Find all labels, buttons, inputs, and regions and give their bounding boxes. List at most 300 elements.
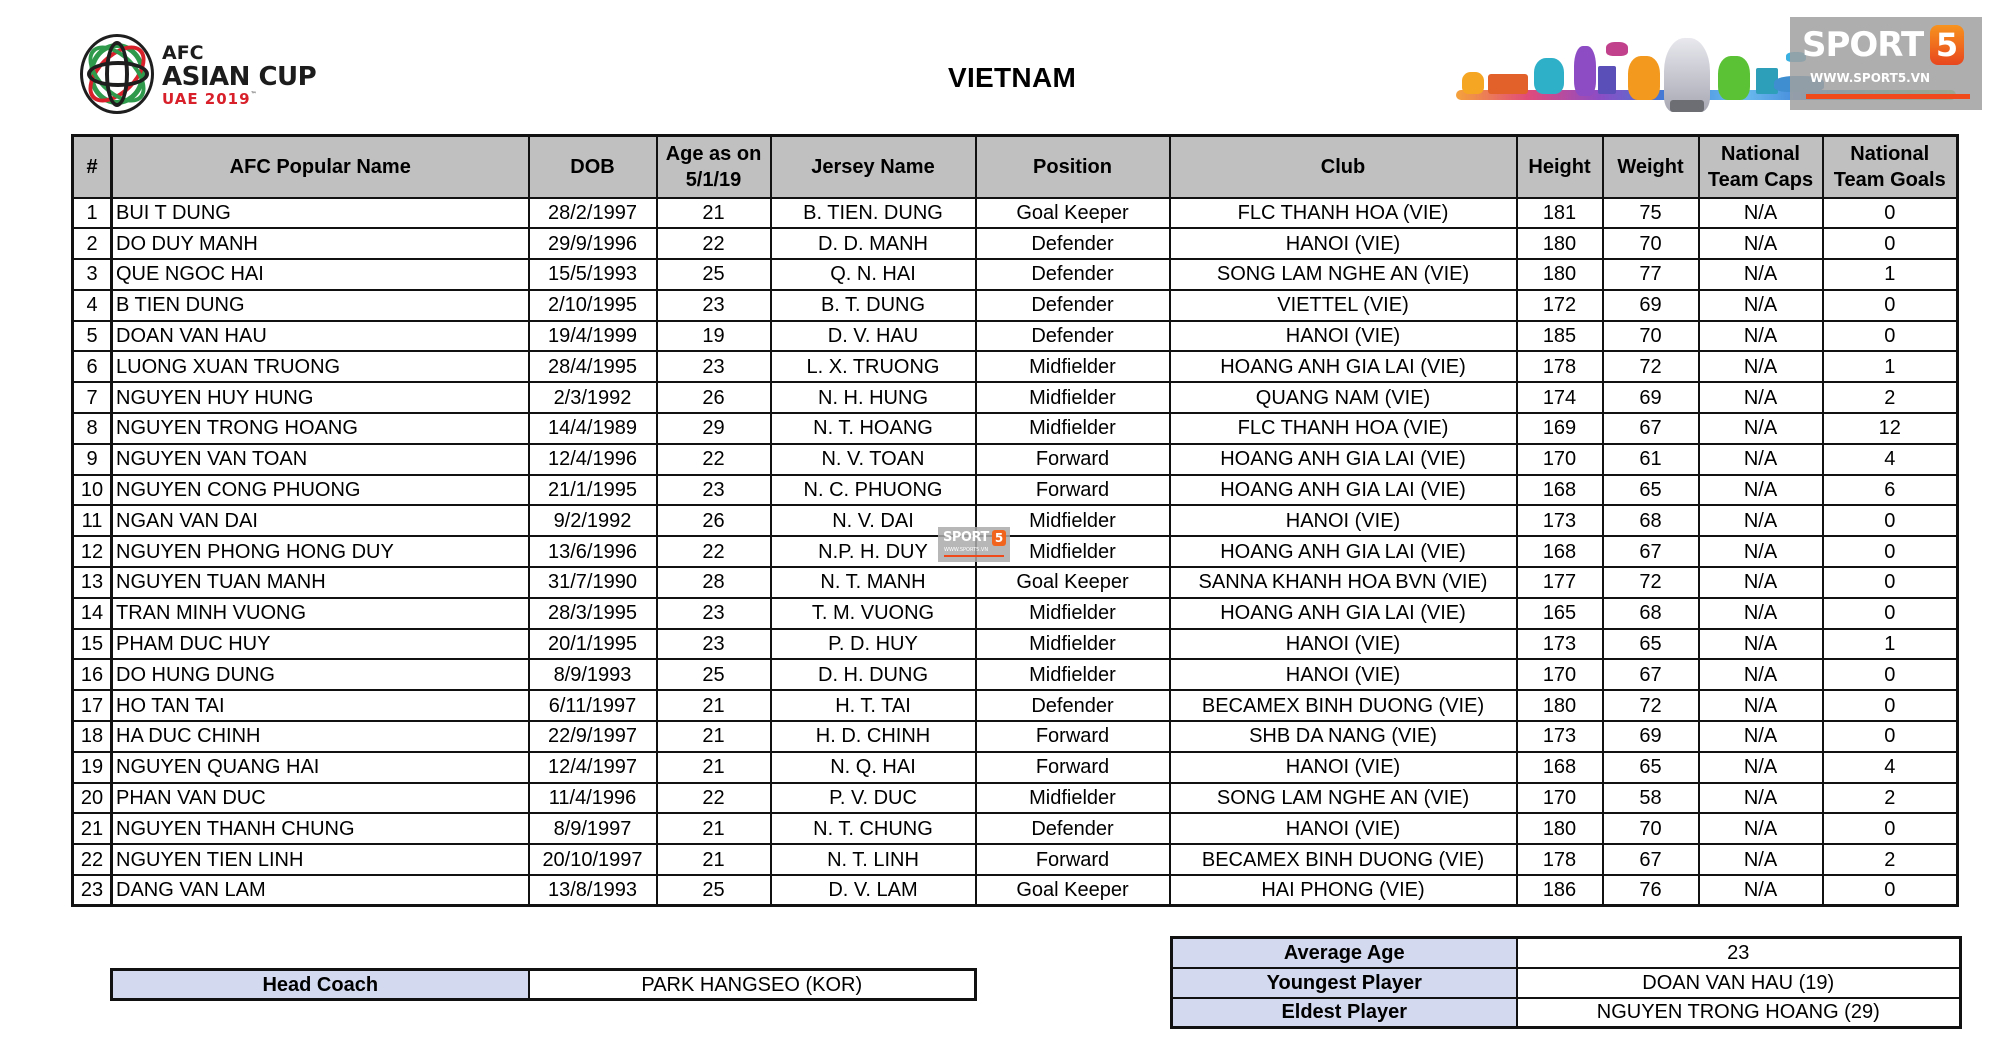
skyline-icon [1598, 66, 1616, 94]
cell-jersey: B. TIEN. DUNG [771, 198, 976, 229]
cell-caps: N/A [1699, 567, 1823, 598]
cell-position: Forward [976, 475, 1170, 506]
cell-position: Defender [976, 321, 1170, 352]
dhow-boat-icon [1462, 72, 1484, 94]
cell-height: 170 [1517, 444, 1603, 475]
cell-caps: N/A [1699, 290, 1823, 321]
cell-dob: 21/1/1995 [529, 475, 657, 506]
cell-height: 173 [1517, 505, 1603, 536]
cell-goals: 4 [1823, 752, 1958, 783]
cell-age: 25 [657, 259, 771, 290]
cell-weight: 75 [1603, 198, 1699, 229]
cell-dob: 22/9/1997 [529, 721, 657, 752]
stat-row-youngest-player [1172, 968, 1961, 998]
cell-goals: 2 [1823, 783, 1958, 814]
column-header-height: Height [1517, 136, 1603, 198]
logo-line-afc: AFC [162, 42, 204, 64]
cell-caps: N/A [1699, 752, 1823, 783]
cell-name: TRAN MINH VUONG [112, 598, 529, 629]
cell-height: 174 [1517, 382, 1603, 413]
cell-weight: 65 [1603, 629, 1699, 660]
cell-club: BECAMEX BINH DUONG (VIE) [1170, 844, 1517, 875]
cell-num: 21 [73, 813, 112, 844]
table-row [73, 321, 1958, 352]
cell-caps: N/A [1699, 536, 1823, 567]
cell-weight: 69 [1603, 721, 1699, 752]
cell-jersey: N.P. H. DUY [771, 536, 976, 567]
cell-club: HANOI (VIE) [1170, 813, 1517, 844]
cell-goals: 0 [1823, 598, 1958, 629]
cell-name: NGUYEN TIEN LINH [112, 844, 529, 875]
cell-name: NGUYEN TUAN MANH [112, 567, 529, 598]
column-header-national-team-caps [1699, 136, 1823, 198]
cell-dob: 20/10/1997 [529, 844, 657, 875]
squad-roster-table [71, 134, 1959, 907]
cell-goals: 1 [1823, 351, 1958, 382]
cell-jersey: P. D. HUY [771, 629, 976, 660]
cell-position: Defender [976, 228, 1170, 259]
column-header-afc-popular-name: AFC Popular Name [112, 136, 529, 198]
cell-num: 4 [73, 290, 112, 321]
cell-caps: N/A [1699, 198, 1823, 229]
cell-age: 21 [657, 844, 771, 875]
cell-age: 28 [657, 567, 771, 598]
trophy-base [1670, 100, 1704, 112]
sport5-brand-text: SPORT [1802, 25, 1924, 65]
cell-dob: 13/8/1993 [529, 875, 657, 906]
player-silhouette-icon [1628, 56, 1660, 100]
cell-caps: N/A [1699, 444, 1823, 475]
cell-weight: 72 [1603, 690, 1699, 721]
cell-height: 173 [1517, 721, 1603, 752]
cell-name: PHAN VAN DUC [112, 783, 529, 814]
cell-jersey: H. D. CHINH [771, 721, 976, 752]
cell-goals: 0 [1823, 290, 1958, 321]
table-row [73, 198, 1958, 229]
cell-dob: 15/5/1993 [529, 259, 657, 290]
cell-position: Defender [976, 290, 1170, 321]
cell-position: Midfielder [976, 382, 1170, 413]
cell-position: Midfielder [976, 505, 1170, 536]
cell-jersey: N. T. LINH [771, 844, 976, 875]
table-header-row [73, 136, 1958, 198]
table-row [73, 351, 1958, 382]
cell-height: 180 [1517, 813, 1603, 844]
watermark-url-text: WWW.SPORT5.VN [944, 547, 989, 553]
cell-position: Midfielder [976, 351, 1170, 382]
cell-height: 178 [1517, 844, 1603, 875]
table-row [73, 629, 1958, 660]
cell-position: Midfielder [976, 629, 1170, 660]
cell-name: LUONG XUAN TRUONG [112, 351, 529, 382]
sport5-watermark-badge [1790, 17, 1982, 110]
cell-weight: 69 [1603, 382, 1699, 413]
column-header-national-team-goals [1823, 136, 1958, 198]
table-row [73, 783, 1958, 814]
cell-age: 21 [657, 813, 771, 844]
column-header-club: Club [1170, 136, 1517, 198]
cell-position: Defender [976, 259, 1170, 290]
cell-club: HANOI (VIE) [1170, 228, 1517, 259]
table-row [73, 875, 1958, 906]
cell-goals: 0 [1823, 690, 1958, 721]
cell-caps: N/A [1699, 813, 1823, 844]
cell-goals: 0 [1823, 321, 1958, 352]
cell-name: NGAN VAN DAI [112, 505, 529, 536]
cell-dob: 9/2/1992 [529, 505, 657, 536]
cell-weight: 65 [1603, 475, 1699, 506]
cell-caps: N/A [1699, 844, 1823, 875]
cell-position: Defender [976, 690, 1170, 721]
cell-goals: 4 [1823, 444, 1958, 475]
cell-num: 8 [73, 413, 112, 444]
cell-dob: 28/3/1995 [529, 598, 657, 629]
cell-club: HOANG ANH GIA LAI (VIE) [1170, 536, 1517, 567]
cell-height: 168 [1517, 536, 1603, 567]
cell-position: Defender [976, 813, 1170, 844]
cell-goals: 0 [1823, 813, 1958, 844]
cell-goals: 6 [1823, 475, 1958, 506]
cell-num: 11 [73, 505, 112, 536]
cell-height: 181 [1517, 198, 1603, 229]
cell-caps: N/A [1699, 721, 1823, 752]
cell-position: Goal Keeper [976, 198, 1170, 229]
cell-club: HANOI (VIE) [1170, 629, 1517, 660]
cell-position: Midfielder [976, 783, 1170, 814]
cell-caps: N/A [1699, 382, 1823, 413]
stat-row-average-age [1172, 938, 1961, 968]
cell-goals: 0 [1823, 228, 1958, 259]
cell-dob: 29/9/1996 [529, 228, 657, 259]
cell-height: 168 [1517, 475, 1603, 506]
cell-num: 18 [73, 721, 112, 752]
cell-goals: 2 [1823, 844, 1958, 875]
cell-weight: 70 [1603, 228, 1699, 259]
cell-dob: 31/7/1990 [529, 567, 657, 598]
cell-weight: 67 [1603, 659, 1699, 690]
cell-jersey: L. X. TRUONG [771, 351, 976, 382]
afc-emblem-icon [80, 34, 154, 114]
cell-height: 165 [1517, 598, 1603, 629]
cell-caps: N/A [1699, 505, 1823, 536]
head-coach-label: Head Coach [112, 970, 529, 1000]
cell-club: HOANG ANH GIA LAI (VIE) [1170, 351, 1517, 382]
cell-jersey: T. M. VUONG [771, 598, 976, 629]
cell-num: 23 [73, 875, 112, 906]
cell-num: 10 [73, 475, 112, 506]
falcon-icon [1606, 42, 1628, 56]
table-row [73, 844, 1958, 875]
cell-jersey: N. C. PHUONG [771, 475, 976, 506]
cell-position: Forward [976, 444, 1170, 475]
cell-name: NGUYEN QUANG HAI [112, 752, 529, 783]
cell-num: 16 [73, 659, 112, 690]
table-row [73, 475, 1958, 506]
cell-jersey: D. D. MANH [771, 228, 976, 259]
sport5-inline-watermark [938, 527, 1010, 562]
column-header-position: Position [976, 136, 1170, 198]
cell-club: FLC THANH HOA (VIE) [1170, 198, 1517, 229]
watermark-underline [944, 555, 1004, 557]
squad-stats-box [1170, 936, 1962, 1029]
cell-age: 22 [657, 444, 771, 475]
sport5-underline [1806, 94, 1970, 99]
cell-weight: 67 [1603, 413, 1699, 444]
cell-weight: 76 [1603, 875, 1699, 906]
cell-weight: 72 [1603, 351, 1699, 382]
cell-name: DO HUNG DUNG [112, 659, 529, 690]
cell-jersey: N. T. MANH [771, 567, 976, 598]
cell-height: 169 [1517, 413, 1603, 444]
column-header-jersey-name: Jersey Name [771, 136, 976, 198]
cell-goals: 2 [1823, 382, 1958, 413]
cell-jersey: Q. N. HAI [771, 259, 976, 290]
cell-dob: 2/3/1992 [529, 382, 657, 413]
cell-club: HANOI (VIE) [1170, 321, 1517, 352]
trademark-symbol: ™ [250, 91, 258, 98]
cell-num: 1 [73, 198, 112, 229]
cell-name: NGUYEN CONG PHUONG [112, 475, 529, 506]
cell-age: 23 [657, 629, 771, 660]
cell-name: PHAM DUC HUY [112, 629, 529, 660]
cell-num: 6 [73, 351, 112, 382]
cell-position: Forward [976, 844, 1170, 875]
cell-caps: N/A [1699, 783, 1823, 814]
cell-name: NGUYEN PHONG HONG DUY [112, 536, 529, 567]
cell-goals: 0 [1823, 659, 1958, 690]
cell-caps: N/A [1699, 475, 1823, 506]
cell-num: 3 [73, 259, 112, 290]
table-row [73, 813, 1958, 844]
cell-height: 177 [1517, 567, 1603, 598]
cell-jersey: P. V. DUC [771, 783, 976, 814]
cell-dob: 28/4/1995 [529, 351, 657, 382]
cell-caps: N/A [1699, 351, 1823, 382]
cell-height: 180 [1517, 690, 1603, 721]
cell-goals: 0 [1823, 567, 1958, 598]
cell-num: 19 [73, 752, 112, 783]
cell-num: 22 [73, 844, 112, 875]
stat-row-eldest-player [1172, 998, 1961, 1028]
sail-tower-icon [1574, 46, 1596, 96]
cell-num: 15 [73, 629, 112, 660]
cell-height: 180 [1517, 259, 1603, 290]
cell-dob: 8/9/1997 [529, 813, 657, 844]
head-coach-row [112, 970, 976, 1000]
table-row [73, 721, 1958, 752]
cell-age: 23 [657, 290, 771, 321]
cell-jersey: N. V. TOAN [771, 444, 976, 475]
cell-height: 186 [1517, 875, 1603, 906]
cell-age: 21 [657, 721, 771, 752]
cell-club: HOANG ANH GIA LAI (VIE) [1170, 475, 1517, 506]
cell-jersey: H. T. TAI [771, 690, 976, 721]
cell-num: 17 [73, 690, 112, 721]
cell-weight: 61 [1603, 444, 1699, 475]
cell-name: HA DUC CHINH [112, 721, 529, 752]
cell-position: Midfielder [976, 598, 1170, 629]
cell-club: FLC THANH HOA (VIE) [1170, 413, 1517, 444]
cell-dob: 6/11/1997 [529, 690, 657, 721]
cell-name: HO TAN TAI [112, 690, 529, 721]
cell-jersey: N. T. HOANG [771, 413, 976, 444]
cell-club: QUANG NAM (VIE) [1170, 382, 1517, 413]
cell-club: HAI PHONG (VIE) [1170, 875, 1517, 906]
cell-dob: 13/6/1996 [529, 536, 657, 567]
table-row [73, 505, 1958, 536]
cell-position: Midfielder [976, 413, 1170, 444]
cell-height: 172 [1517, 290, 1603, 321]
cell-age: 23 [657, 351, 771, 382]
cell-caps: N/A [1699, 598, 1823, 629]
afc-logo-text [162, 44, 316, 107]
average-age-label: Average Age [1172, 938, 1517, 968]
logo-line-asian-cup: ASIAN CUP [162, 62, 317, 92]
cell-num: 12 [73, 536, 112, 567]
table-row [73, 413, 1958, 444]
sport5-number-icon: 5 [1930, 25, 1964, 65]
cell-position: Forward [976, 752, 1170, 783]
fort-icon [1488, 74, 1528, 94]
cell-dob: 12/4/1997 [529, 752, 657, 783]
cell-age: 22 [657, 536, 771, 567]
cell-club: HOANG ANH GIA LAI (VIE) [1170, 444, 1517, 475]
cell-goals: 1 [1823, 259, 1958, 290]
cell-weight: 70 [1603, 813, 1699, 844]
cell-age: 23 [657, 598, 771, 629]
table-row [73, 382, 1958, 413]
cell-age: 21 [657, 198, 771, 229]
eldest-player-label: Eldest Player [1172, 998, 1517, 1028]
average-age-value: 23 [1517, 938, 1961, 968]
table-row [73, 567, 1958, 598]
cell-name: NGUYEN HUY HUNG [112, 382, 529, 413]
cell-club: HOANG ANH GIA LAI (VIE) [1170, 598, 1517, 629]
player-silhouette-icon [1534, 58, 1564, 94]
cell-caps: N/A [1699, 228, 1823, 259]
cell-weight: 72 [1603, 567, 1699, 598]
afc-asian-cup-logo [80, 34, 340, 116]
cell-num: 2 [73, 228, 112, 259]
cell-num: 9 [73, 444, 112, 475]
head-coach-value: PARK HANGSEO (KOR) [529, 970, 976, 1000]
logo-line-uae-2019 [162, 92, 316, 107]
cell-name: DANG VAN LAM [112, 875, 529, 906]
cell-caps: N/A [1699, 259, 1823, 290]
cell-name: BUI T DUNG [112, 198, 529, 229]
cell-weight: 65 [1603, 752, 1699, 783]
cell-dob: 14/4/1989 [529, 413, 657, 444]
cell-weight: 69 [1603, 290, 1699, 321]
cell-dob: 19/4/1999 [529, 321, 657, 352]
player-silhouette-icon [1718, 56, 1750, 100]
cell-weight: 77 [1603, 259, 1699, 290]
cell-goals: 0 [1823, 536, 1958, 567]
table-row [73, 290, 1958, 321]
column-header-age [657, 136, 771, 198]
cell-age: 25 [657, 659, 771, 690]
table-row [73, 444, 1958, 475]
cell-dob: 8/9/1993 [529, 659, 657, 690]
cell-position: Goal Keeper [976, 567, 1170, 598]
cell-weight: 67 [1603, 844, 1699, 875]
column-header-caps-line1: National [1721, 142, 1800, 165]
cell-caps: N/A [1699, 321, 1823, 352]
cell-goals: 12 [1823, 413, 1958, 444]
watermark-brand-text: SPORT [943, 530, 989, 545]
cell-height: 168 [1517, 752, 1603, 783]
column-header-caps-line2: Team Caps [1707, 168, 1814, 191]
cell-age: 19 [657, 321, 771, 352]
cell-name: QUE NGOC HAI [112, 259, 529, 290]
cell-name: DOAN VAN HAU [112, 321, 529, 352]
cell-jersey: D. V. HAU [771, 321, 976, 352]
cell-jersey: D. V. LAM [771, 875, 976, 906]
cell-jersey: D. H. DUNG [771, 659, 976, 690]
cell-goals: 0 [1823, 198, 1958, 229]
logo-uae-2019-text: UAE 2019 [162, 90, 251, 108]
cell-age: 22 [657, 783, 771, 814]
cell-height: 180 [1517, 228, 1603, 259]
cell-jersey: N. T. CHUNG [771, 813, 976, 844]
cell-dob: 12/4/1996 [529, 444, 657, 475]
column-header-weight: Weight [1603, 136, 1699, 198]
cell-age: 26 [657, 382, 771, 413]
roster-table-body [73, 198, 1958, 906]
table-row [73, 690, 1958, 721]
cell-num: 20 [73, 783, 112, 814]
cell-dob: 20/1/1995 [529, 629, 657, 660]
cell-name: DO DUY MANH [112, 228, 529, 259]
cell-name: NGUYEN TRONG HOANG [112, 413, 529, 444]
cell-age: 25 [657, 875, 771, 906]
cell-weight: 70 [1603, 321, 1699, 352]
cell-age: 23 [657, 475, 771, 506]
cell-age: 22 [657, 228, 771, 259]
head-coach-box [110, 968, 977, 1001]
cell-name: NGUYEN VAN TOAN [112, 444, 529, 475]
cell-club: HANOI (VIE) [1170, 752, 1517, 783]
page-title: VIETNAM [948, 62, 1077, 93]
cell-age: 26 [657, 505, 771, 536]
cell-weight: 58 [1603, 783, 1699, 814]
cell-jersey: B. T. DUNG [771, 290, 976, 321]
cell-club: SONG LAM NGHE AN (VIE) [1170, 783, 1517, 814]
cell-caps: N/A [1699, 875, 1823, 906]
cell-num: 7 [73, 382, 112, 413]
cell-position: Midfielder [976, 536, 1170, 567]
cell-height: 178 [1517, 351, 1603, 382]
cell-caps: N/A [1699, 413, 1823, 444]
table-row [73, 752, 1958, 783]
cell-weight: 68 [1603, 505, 1699, 536]
cell-goals: 0 [1823, 505, 1958, 536]
cell-club: SHB DA NANG (VIE) [1170, 721, 1517, 752]
cell-goals: 0 [1823, 721, 1958, 752]
table-row [73, 598, 1958, 629]
cell-height: 173 [1517, 629, 1603, 660]
cell-name: B TIEN DUNG [112, 290, 529, 321]
column-header-number: # [73, 136, 112, 198]
cell-club: HANOI (VIE) [1170, 505, 1517, 536]
cell-position: Goal Keeper [976, 875, 1170, 906]
cell-jersey: N. Q. HAI [771, 752, 976, 783]
column-header-age-line1: Age as on [665, 142, 762, 165]
cell-jersey: N. H. HUNG [771, 382, 976, 413]
column-header-age-line2: 5/1/19 [685, 168, 742, 191]
sport5-url-text: WWW.SPORT5.VN [1810, 71, 1931, 85]
youngest-player-label: Youngest Player [1172, 968, 1517, 998]
